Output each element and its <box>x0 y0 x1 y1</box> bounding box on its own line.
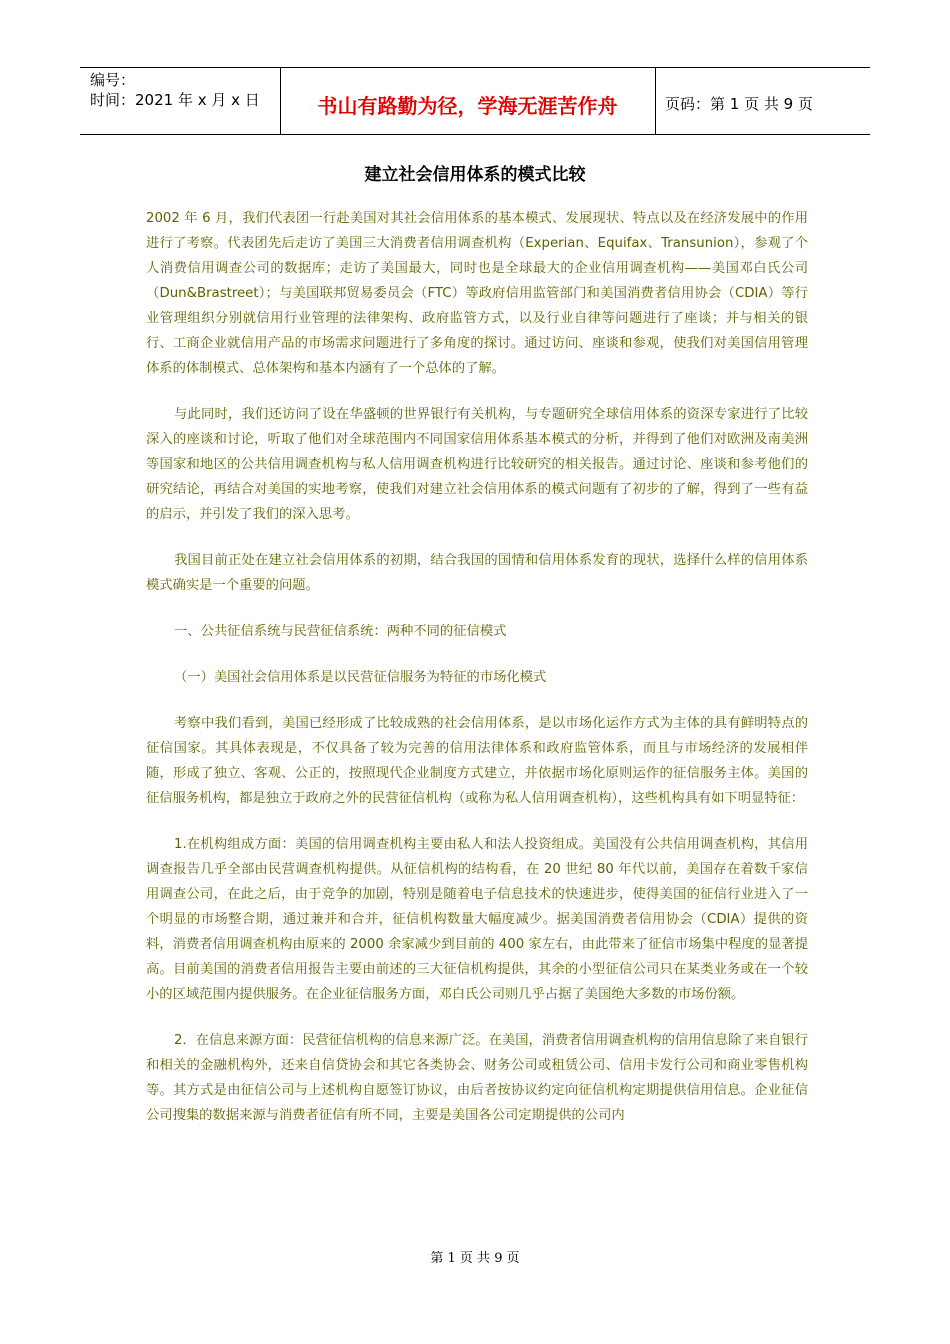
paragraph: 我国目前正处在建立社会信用体系的初期，结合我国的国情和信用体系发育的现状，选择什么样的信用体系模式确实是一个重要的问题。 <box>146 553 808 593</box>
header-rule-bottom <box>80 134 870 135</box>
header-rule-top <box>80 67 870 68</box>
paragraph: 与此同时，我们还访问了设在华盛顿的世界银行有关机构，与专题研究全球信用体系的资深专家进行了比较深入的座谈和讨论，听取了他们对全球范围内不同国家信用体系基本模式的分析，并得到了他们对欧洲及南美洲等国家和地区的公共信用调查机构与私人信用调查机构进行比较研究的相关报告。通过讨论、座谈和参考他们的研究结论，再结合对美国的实地考察，使我们对建立社会信用体系的模式问题有了初步的了解，得到了一些有益的启示，并引发了我们的深入思考。 <box>146 407 808 522</box>
document-body <box>146 206 808 1149</box>
header-page-number: 页码：第 1 页 共 9 页 <box>665 95 813 113</box>
header-divider-right <box>655 67 656 134</box>
paragraph: 考察中我们看到，美国已经形成了比较成熟的社会信用体系，是以市场化运作方式为主体的具有鲜明特点的征信国家。其具体表现是，不仅具备了较为完善的信用法律体系和政府监管体系，而且与市场经济的发展相伴随，形成了独立、客观、公正的，按照现代企业制度方式建立，并依据市场化原则运作的征信服务主体。美国的征信服务机构，都是独立于政府之外的民营征信机构（或称为私人信用调查机构），这些机构具有如下明显特征： <box>146 716 808 806</box>
header-meta <box>90 70 260 110</box>
page-footer: 第 1 页 共 9 页 <box>430 1251 520 1266</box>
doc-time-label: 时间：2021 年 x 月 x 日 <box>90 91 260 109</box>
paragraph: 1.在机构组成方面：美国的信用调查机构主要由私人和法人投资组成。美国没有公共信用调查机构，其信用调查报告几乎全部由民营调查机构提供。从征信机构的结构看，在 20 世纪 80 年代以前，美国存在着数千家信用调查公司，在此之后，由于竞争的加剧，特别是随着电子信息技术的快速进步，使得美国的征信行业进入了一个明显的市场整合期，通过兼并和合并，征信机构数量大幅度减少。据美国消费者信用协会（CDIA）提供的资料，消费者信用调查机构由原来的 2000 余家减少到目前的 400 家左右，由此带来了征信市场集中程度的显著提高。目前美国的消费者信用报告主要由前述的三大征信机构提供，其余的小型征信公司只在某类业务或在一个较小的区域范围内提供服务。在企业征信服务方面，邓白氏公司则几乎占据了美国绝大多数的市场份额。 <box>146 837 808 1002</box>
header-motto: 书山有路勤为径，学海无涯苦作舟 <box>317 94 618 118</box>
doc-number-label: 编号： <box>90 71 136 89</box>
paragraph: 2．在信息来源方面：民营征信机构的信息来源广泛。在美国，消费者信用调查机构的信用信息除了来自银行和相关的金融机构外，还来自信贷协会和其它各类协会、财务公司或租赁公司、信用卡发行公司和商业零售机构等。其方式是由征信公司与上述机构自愿签订协议，由后者按协议约定向征信机构定期提供信用信息。企业征信公司搜集的数据来源与消费者征信有所不同，主要是美国各公司定期提供的公司内 <box>146 1033 808 1123</box>
paragraph: 2002 年 6 月，我们代表团一行赴美国对其社会信用体系的基本模式、发展现状、特点以及在经济发展中的作用进行了考察。代表团先后走访了美国三大消费者信用调查机构（Experian、Equifax、Transunion），参观了个人消费信用调查公司的数据库；走访了美国最大，同时也是全球最大的企业信用调查机构——美国邓白氏公司（Dun&Brastreet）；与美国联邦贸易委员会（FTC）等政府信用监管部门和美国消费者信用协会（CDIA）等行业管理组织分别就信用行业管理的法律架构、政府监管方式，以及行业自律等问题进行了座谈；并与相关的银行、工商企业就信用产品的市场需求问题进行了多角度的探讨。通过访问、座谈和参观，使我们对美国信用管理体系的体制模式、总体架构和基本内涵有了一个总体的了解。 <box>146 211 808 376</box>
subsection-heading: （一）美国社会信用体系是以民营征信服务为特征的市场化模式 <box>174 670 547 685</box>
section-heading: 一、公共征信系统与民营征信系统：两种不同的征信模式 <box>174 624 507 639</box>
document-title: 建立社会信用体系的模式比较 <box>364 165 586 185</box>
